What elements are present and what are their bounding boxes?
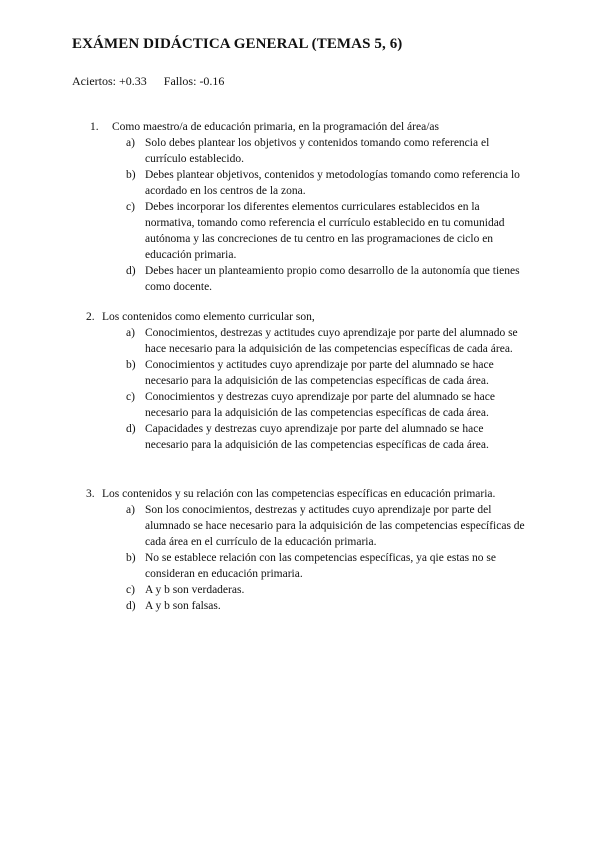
option-text: A y b son falsas. — [145, 600, 221, 612]
question-text: Como maestro/a de educación primaria, en la programación del área/as — [112, 121, 439, 133]
option-c — [86, 199, 530, 263]
option-letter: b) — [126, 359, 136, 371]
question-3 — [86, 486, 526, 614]
question-text: Los contenidos como elemento curricular son, — [102, 311, 315, 323]
option-text: Conocimientos y actitudes cuyo aprendizaje por parte del alumnado se hace necesario para la adquisición de las competencias específicas de cada área. — [145, 359, 494, 387]
option-b — [86, 550, 526, 582]
question-2-header — [86, 309, 526, 325]
fallos-text: Fallos: -0.16 — [163, 74, 225, 88]
aciertos-text: Aciertos: +0.33 — [72, 74, 147, 88]
option-letter: c) — [126, 201, 135, 213]
question-1-options — [86, 135, 530, 295]
option-text: No se establece relación con las competencias específicas, ya qie estas no se consideran en educación primaria. — [145, 552, 496, 580]
option-text: Debes plantear objetivos, contenidos y metodologías tomando como referencia lo acordado en los centros de la zona. — [145, 169, 520, 197]
question-text: Los contenidos y su relación con las competencias específicas en educación primaria. — [102, 488, 496, 500]
question-2-options — [86, 325, 526, 453]
question-1 — [90, 119, 530, 295]
question-number: 1. — [90, 121, 99, 133]
question-2 — [86, 309, 526, 453]
option-b — [86, 357, 526, 389]
option-c — [86, 582, 526, 598]
option-d — [86, 421, 526, 453]
option-text: Capacidades y destrezas cuyo aprendizaje por parte del alumnado se hace necesario para la adquisición de las competencias específicas de cada área. — [145, 423, 489, 451]
option-letter: a) — [126, 504, 135, 516]
question-1-header — [90, 119, 530, 135]
question-number: 2. — [86, 311, 95, 323]
question-3-options — [86, 502, 526, 614]
option-letter: d) — [126, 600, 136, 612]
option-letter: c) — [126, 584, 135, 596]
option-text: Son los conocimientos, destrezas y actitudes cuyo aprendizaje por parte del alumnado se hace necesario para la adquisición de las competencias específicas de cada área en el currículo de la educación primaria. — [145, 504, 525, 548]
option-text: A y b son verdaderas. — [145, 584, 245, 596]
option-letter: d) — [126, 423, 136, 435]
option-a — [86, 325, 526, 357]
question-3-header — [86, 486, 526, 502]
option-text: Debes hacer un planteamiento propio como desarrollo de la autonomía que tienes como docente. — [145, 265, 520, 293]
option-letter: a) — [126, 137, 135, 149]
option-d — [86, 598, 526, 614]
option-text: Conocimientos, destrezas y actitudes cuyo aprendizaje por parte del alumnado se hace necesario para la adquisición de las competencias específicas de cada área. — [145, 327, 518, 355]
option-letter: a) — [126, 327, 135, 339]
option-letter: b) — [126, 169, 136, 181]
option-letter: b) — [126, 552, 136, 564]
option-letter: d) — [126, 265, 136, 277]
option-text: Conocimientos y destrezas cuyo aprendizaje por parte del alumnado se hace necesario para la adquisición de las competencias específicas de cada área. — [145, 391, 495, 419]
option-text: Solo debes plantear los objetivos y contenidos tomando como referencia el currículo establecido. — [145, 137, 490, 165]
scoring-line — [72, 74, 224, 89]
question-number: 3. — [86, 488, 95, 500]
option-c — [86, 389, 526, 421]
option-text: Debes incorporar los diferentes elementos curriculares establecidos en la normativa, tomando como referencia el currículo establecido en tu comunidad autónoma y las concreciones de tu centro en las programaciones de ciclo en educación primaria. — [145, 201, 505, 261]
option-d — [86, 263, 530, 295]
option-a — [86, 135, 530, 167]
option-b — [86, 167, 530, 199]
option-letter: c) — [126, 391, 135, 403]
option-a — [86, 502, 526, 550]
page-title: EXÁMEN DIDÁCTICA GENERAL (TEMAS 5, 6) — [72, 36, 403, 52]
